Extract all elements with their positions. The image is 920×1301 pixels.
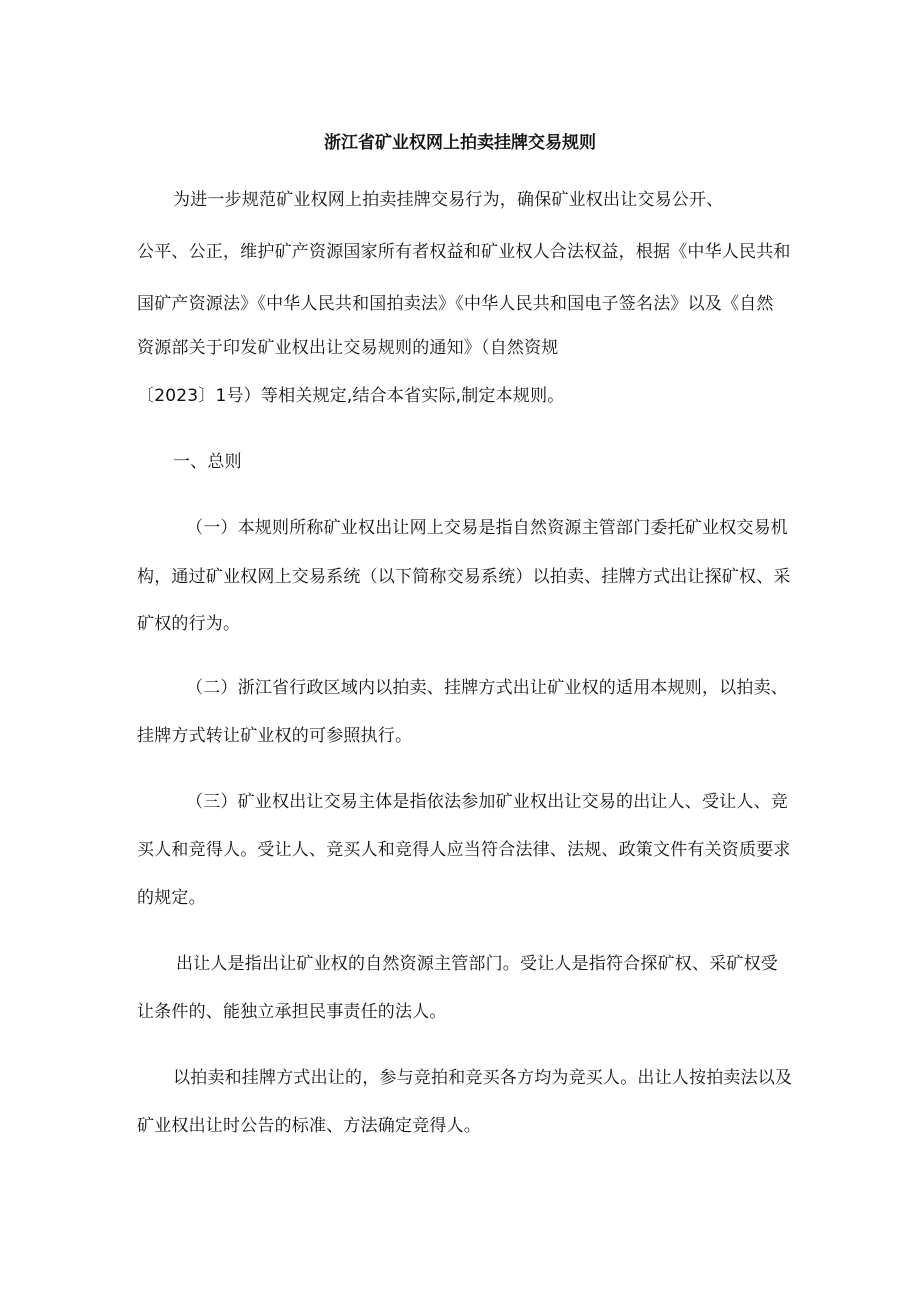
paragraph-line: 买人和竞得人。受让人、竞买人和竞得人应当符合法律、法规、政策文件有关资质要求 xyxy=(137,840,791,860)
paragraph-line: 以拍卖和挂牌方式出让的，参与竞拍和竞买各方均为竞买人。出让人按拍卖法以及 xyxy=(173,1068,793,1088)
paragraph-line: 挂牌方式转让矿业权的可参照执行。 xyxy=(137,726,413,746)
paragraph-line: 为进一步规范矿业权网上拍卖挂牌交易行为，确保矿业权出让交易公开、 xyxy=(173,190,724,210)
paragraph-line: 出让人是指出让矿业权的自然资源主管部门。受让人是指符合探矿权、采矿权受 xyxy=(176,954,778,974)
paragraph-line: 资源部关于印发矿业权出让交易规则的通知》（自然资规 xyxy=(137,338,559,358)
paragraph-line: （三）矿业权出让交易主体是指依法参加矿业权出让交易的出让人、受让人、竞 xyxy=(186,792,788,812)
paragraph-line: 构，通过矿业权网上交易系统（以下简称交易系统）以拍卖、挂牌方式出让探矿权、采 xyxy=(137,567,791,587)
paragraph-line: 让条件的、能独立承担民事责任的法人。 xyxy=(137,1002,447,1022)
paragraph-line: 公平、公正，维护矿产资源国家所有者权益和矿业权人合法权益，根据《中华人民共和 xyxy=(137,242,791,262)
document-title: 浙江省矿业权网上拍卖挂牌交易规则 xyxy=(324,133,596,153)
paragraph-line: 矿业权出让时公告的标准、方法确定竞得人。 xyxy=(137,1116,481,1136)
paragraph-line: （一）本规则所称矿业权出让网上交易是指自然资源主管部门委托矿业权交易机 xyxy=(186,518,788,538)
paragraph-line: 国矿产资源法》《中华人民共和国拍卖法》《中华人民共和国电子签名法》以及《自然 xyxy=(137,294,774,314)
paragraph-line: 的规定。 xyxy=(137,888,206,908)
paragraph-line: 〔2023〕1号）等相关规定,结合本省实际,制定本规则。 xyxy=(137,386,565,406)
paragraph-line: 矿权的行为。 xyxy=(137,614,241,634)
section-heading: 一、总则 xyxy=(173,452,242,472)
paragraph-line: （二）浙江省行政区域内以拍卖、挂牌方式出让矿业权的适用本规则，以拍卖、 xyxy=(186,678,788,698)
